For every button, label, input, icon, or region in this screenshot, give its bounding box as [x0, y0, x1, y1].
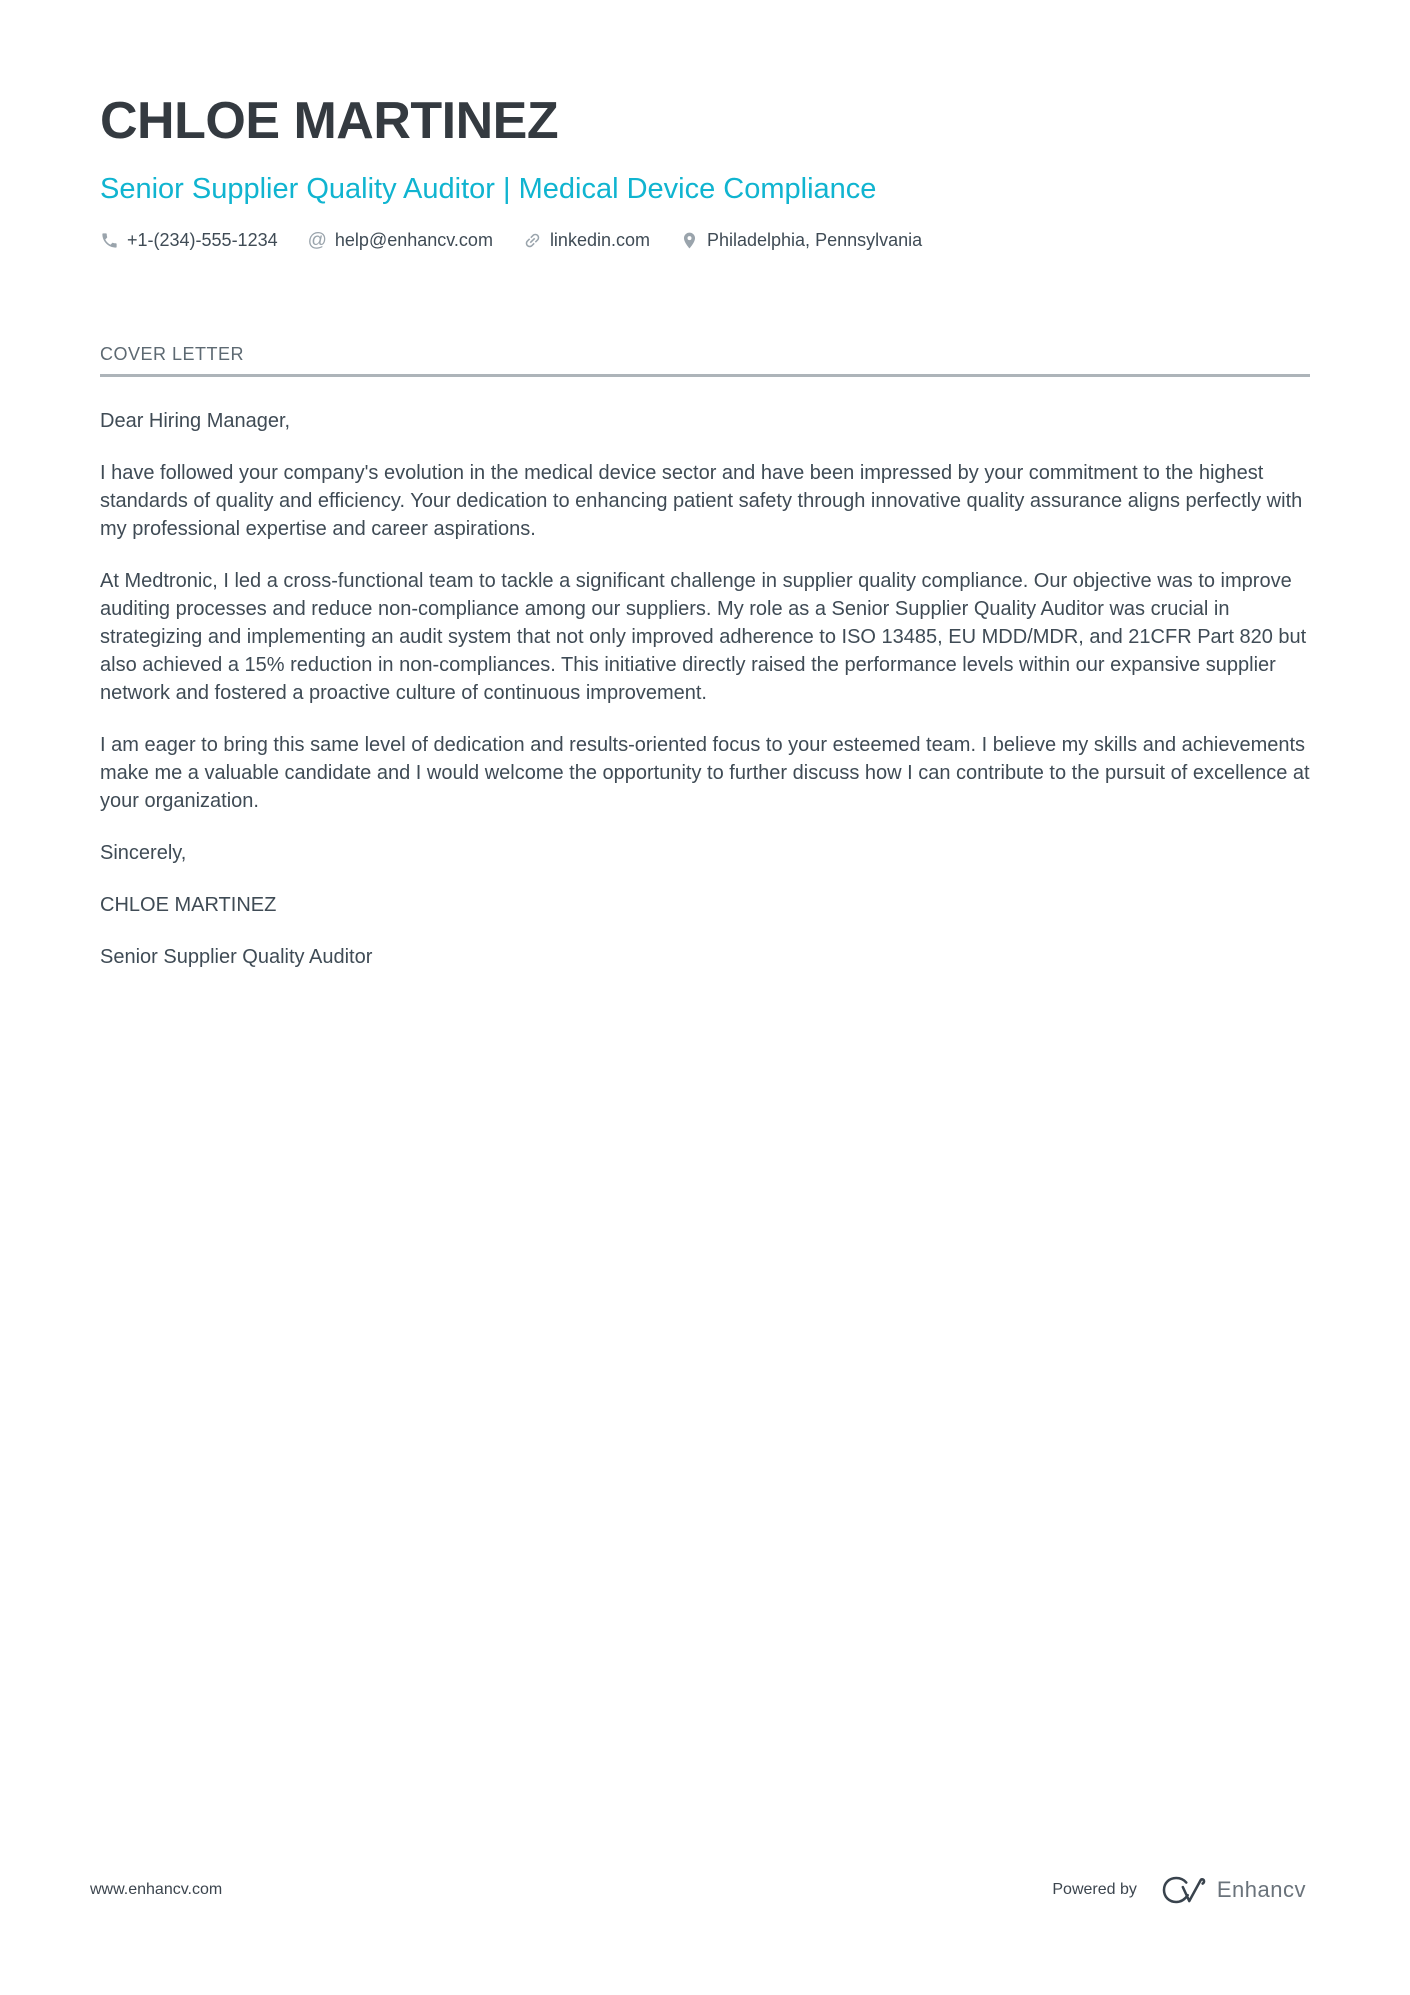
signature-name: CHLOE MARTINEZ [100, 894, 277, 916]
paragraph-3: I am eager to bring this same level of dedication and results-oriented focus to your esteemed team. I believe my skills and achievements make me a valuable candidate and I would welcome the opportunity to further discuss how I can contribute to the pursuit of excellence at your organization. [100, 734, 1310, 812]
contact-phone [100, 230, 278, 251]
phone-icon [100, 231, 119, 250]
section-label: COVER LETTER [100, 344, 245, 364]
contact-email-text: help@enhancv.com [334, 230, 493, 250]
footer-brand [1052, 1875, 1306, 1905]
contact-email [308, 230, 493, 251]
header [100, 92, 1310, 251]
enhancv-logo-icon [1161, 1875, 1207, 1905]
job-title: Senior Supplier Quality Auditor | Medical Device Compliance [100, 173, 877, 205]
contact-linkedin [523, 230, 650, 251]
contact-phone-text: +1-(234)-555-1234 [127, 230, 278, 250]
paragraph-2: At Medtronic, I led a cross-functional team to tackle a significant challenge in supplier quality compliance. Our objective was to improve auditing processes and reduce non-compliance among our suppliers. My role as a Senior Supplier Quality Auditor was crucial in strategizing and implementing an audit system that not only improved adherence to ISO 13485, EU MDD/MDR, and 21CFR Part 820 but also achieved a 15% reduction in non-compliances. This initiative directly raised the performance levels within our expansive supplier network and fostered a proactive culture of continuous improvement. [100, 570, 1307, 704]
contact-location [680, 230, 922, 251]
brand-name: Enhancv [1216, 1877, 1306, 1902]
link-icon [519, 227, 546, 254]
letter-body [100, 407, 1310, 971]
contact-linkedin-text: linkedin.com [549, 230, 650, 250]
paragraph-1: I have followed your company's evolution in the medical device sector and have been impressed by your commitment to the highest standards of quality and efficiency. Your dedication to enhancing patient safety through innovative quality assurance aligns perfectly with my professional expertise and career aspirations. [100, 462, 1303, 540]
footer-website: www.enhancv.com [90, 1881, 223, 1898]
closing: Sincerely, [100, 842, 187, 864]
contact-location-text: Philadelphia, Pennsylvania [706, 230, 923, 250]
person-name: CHLOE MARTINEZ [100, 92, 559, 150]
signature-title: Senior Supplier Quality Auditor [100, 946, 373, 968]
section-divider [100, 374, 1310, 377]
footer [90, 1875, 1306, 1905]
at-icon: @ [307, 230, 327, 251]
powered-by-label: Powered by [1052, 1881, 1137, 1898]
location-icon [680, 231, 699, 250]
page-content [0, 92, 1410, 971]
brand-lockup [1161, 1875, 1306, 1905]
contact-row [100, 230, 1310, 251]
salutation: Dear Hiring Manager, [100, 410, 291, 432]
